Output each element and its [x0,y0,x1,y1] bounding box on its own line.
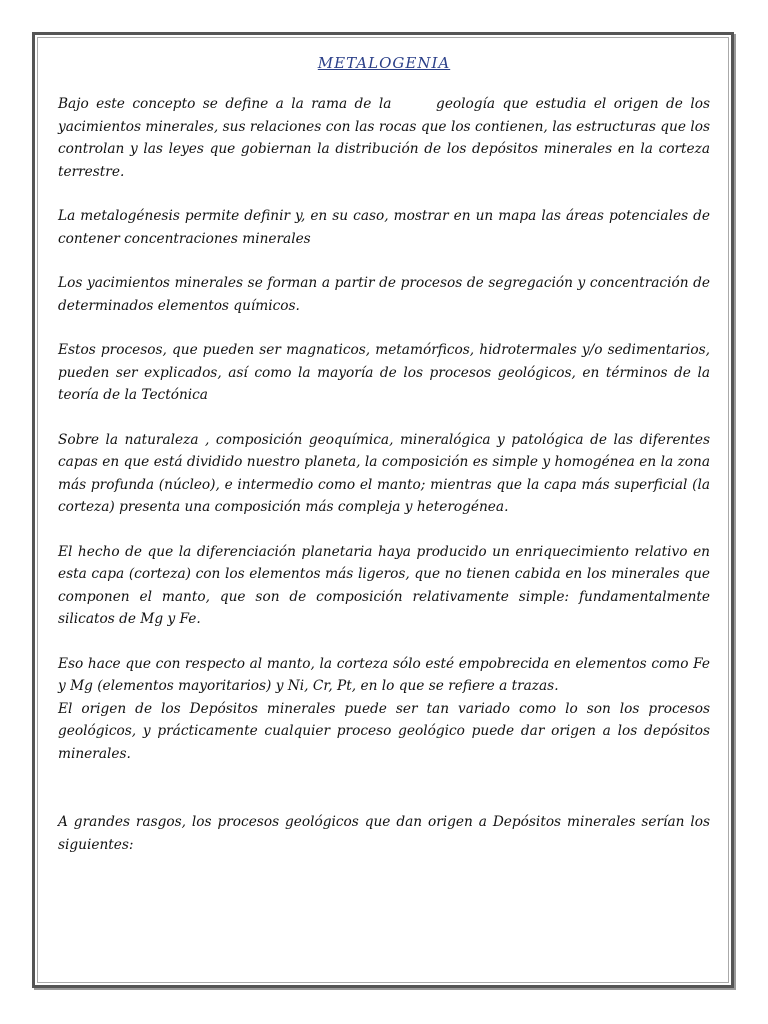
paragraph-metalogenesis: La metalogénesis permite definir y, en su caso, mostrar en un mapa las áreas potenciales de contener concentraciones minerales [58,208,710,247]
paragraph-differentiation: El hecho de que la diferenciación planetaria haya producido un enriquecimiento relativo en esta capa (corteza) con los elementos más ligeros, que no tienen cabida en los minerales que componen el manto, que son de composición relativamente simple: fundamentalmente silicatos de Mg y Fe. [58,543,710,627]
paragraph-processes-list-intro: A grandes rasgos, los procesos geológicos que dan origen a Depósitos minerales serían los siguientes: [58,814,710,853]
paragraph-mantle: Eso hace que con respecto al manto, la corteza sólo esté empobrecida en elementos como Fe y Mg (elementos mayoritarios) y Ni, Cr, Pt, en lo que se refiere a trazas. [58,655,710,694]
paragraph-origin: El origen de los Depósitos minerales puede ser tan variado como lo son los procesos geológicos, y prácticamente cualquier proceso geológico puede dar origen a los depósitos minerales. [58,700,710,762]
document-body [58,53,715,878]
paragraph-formation: Los yacimientos minerales se forman a partir de procesos de segregación y concentración de determinados elementos químicos. [58,275,710,314]
paragraph-nature: Sobre la naturaleza , composición geoquímica, mineralógica y patológica de las diferentes capas en que está dividido nuestro planeta, la composición es simple y homogénea en la zona más profunda (núcleo), e intermedio como el manto; mientras que la capa más superficial (la corteza) presenta una composición más compleja y heterogénea. [58,431,710,515]
paragraph-processes: Estos procesos, que pueden ser magnaticos, metamórficos, hidrotermales y/o sedimentarios, pueden ser explicados, así como la mayoría de los procesos geológicos, en términos de la teoría de la Tectónica [58,342,710,403]
document-page [32,32,734,988]
document-title: METALOGENIA [317,54,451,72]
paragraph-definition: Bajo este concepto se define a la rama de la geología que estudia el origen de los yacimientos minerales, sus relaciones con las rocas que los contienen, las estructuras que los controlan y las leyes que gobiernan la distribución de los depósitos minerales en la corteza terrestre. [58,96,715,180]
